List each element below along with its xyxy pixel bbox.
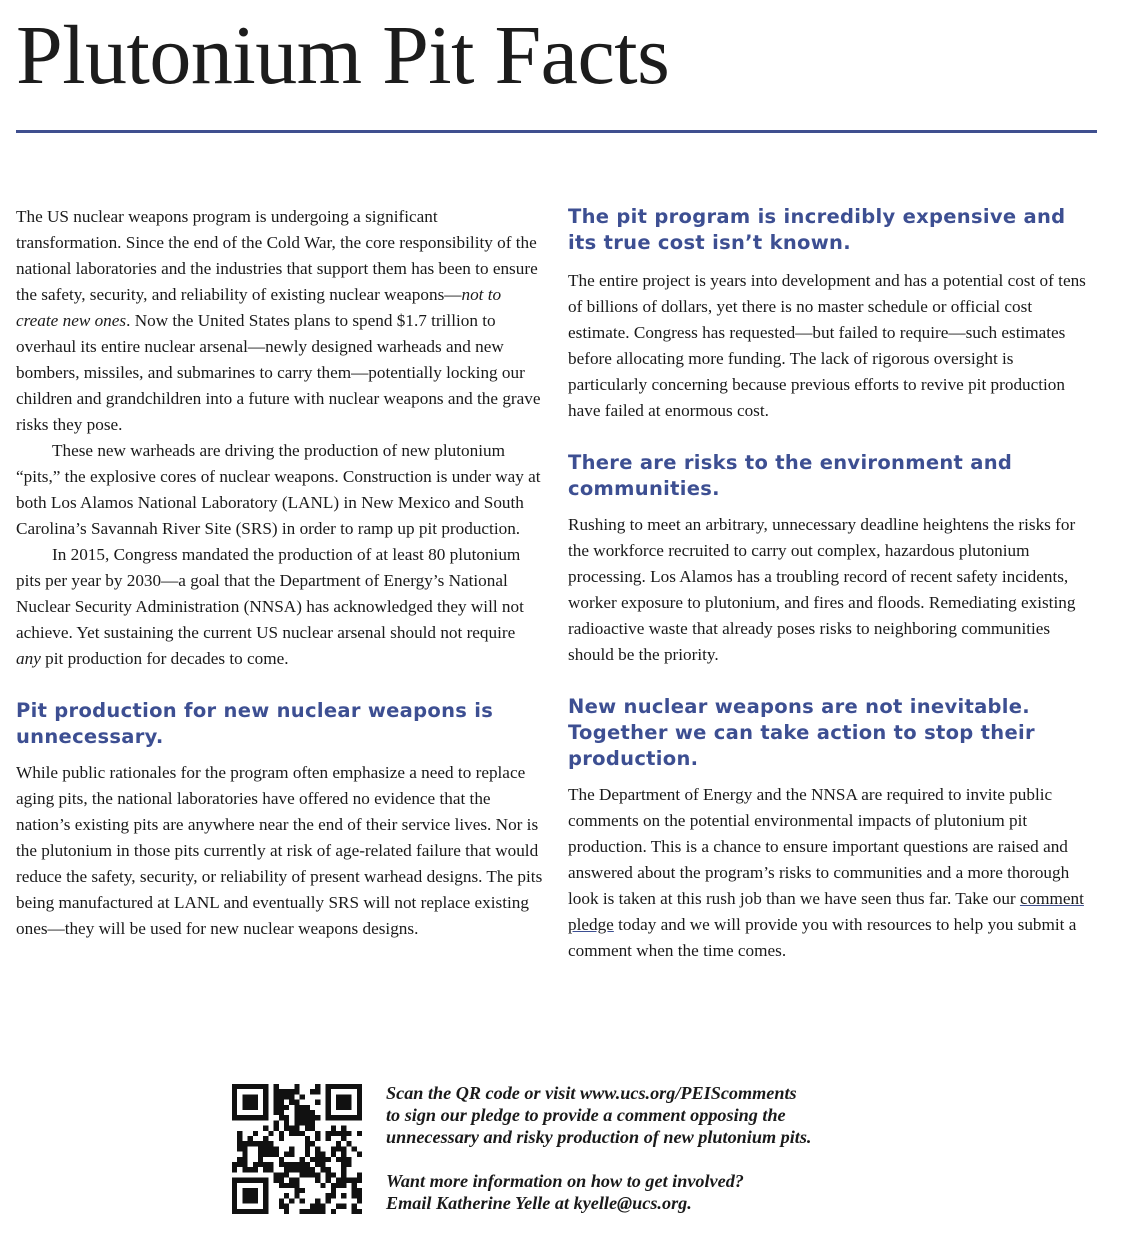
footer-line: unnecessary and risky production of new plutonium pits. xyxy=(386,1127,812,1147)
footer-line: Want more information on how to get involved? xyxy=(386,1171,744,1191)
body-action: The Department of Energy and the NNSA are required to invite public comments on the potential environmental impacts of plutonium pit production. This is a chance to ensure important questions are raised and answered about the program’s risks to communities and a more thorough look is taken at this rush job than we have seen thus far. Take our comment pledge today and we will provide you with resources to help you submit a comment when the time comes. xyxy=(568,785,1084,960)
title-rule xyxy=(16,130,1097,133)
qr-code-icon[interactable] xyxy=(232,1084,362,1214)
footer-line: Scan the QR code or visit www.ucs.org/PEIScomments xyxy=(386,1083,797,1103)
emphasis-text: not to create new ones xyxy=(16,285,502,330)
intro-paragraph-3: In 2015, Congress mandated the production of at least 80 plutonium pits per year by 2030—a goal that the Department of Energy’s National Nuclear Security Administration (NNSA) has acknowledged they will not achieve. Yet sustaining the current US nuclear arsenal should not require any pit production for decades to come. xyxy=(16,545,524,668)
body-unnecessary: While public rationales for the program often emphasize a need to replace aging pits, the national laboratories have offered no evidence that the nation’s existing pits are anywhere near the end of their service lives. Nor is the plutonium in those pits currently at risk of age-related failure that would reduce the safety, security, or reliability of present warhead designs. The pits being manufactured at LANL and eventually SRS will not replace existing ones—they will be used for new nuclear weapons designs. xyxy=(16,763,543,938)
heading-action: New nuclear weapons are not inevitable. Together we can take action to stop their production. xyxy=(568,695,1035,770)
body-risks: Rushing to meet an arbitrary, unnecessary deadline heightens the risks for the workforce recruited to carry out complex, hazardous plutonium processing. Los Alamos has a troubling record of recent safety incidents, worker exposure to plutonium, and fires and floods. Remediating existing radioactive waste that already poses risks to neighboring communities should be the priority. xyxy=(568,515,1076,664)
heading-risks: There are risks to the environment and communities. xyxy=(568,451,1013,500)
footer-call-to-action xyxy=(386,1082,1046,1214)
emphasis-text: any xyxy=(16,649,41,668)
left-column xyxy=(16,204,543,942)
body-expensive: The entire project is years into development and has a potential cost of tens of billions of dollars, yet there is no master schedule or official cost estimate. Congress has requested—but failed to require—such estimates before allocating more funding. The lack of rigorous oversight is particularly concerning because previous efforts to revive pit production have failed at enormous cost. xyxy=(568,271,1086,420)
intro-paragraph-1: The US nuclear weapons program is undergoing a significant transformation. Since the end of the Cold War, the core responsibility of the national laboratories and the industries that support them has been to ensure the safety, security, and reliability of existing nuclear weapons—not to create new ones. Now the United States plans to spend $1.7 trillion to overhaul its entire nuclear arsenal—newly designed warheads and new bombers, missiles, and submarines to carry them—potentially locking our children and grandchildren into a future with nuclear weapons and the grave risks they pose. xyxy=(16,207,541,434)
intro-paragraph-2: These new warheads are driving the production of new plutonium “pits,” the explosive cores of nuclear weapons. Construction is under way at both Los Alamos National Laboratory (LANL) in New Mexico and South Carolina’s Savannah River Site (SRS) in order to ramp up pit production. xyxy=(16,441,541,538)
right-column xyxy=(568,204,1096,964)
footer-line: to sign our pledge to provide a comment opposing the xyxy=(386,1105,786,1125)
footer-line: Email Katherine Yelle at kyelle@ucs.org. xyxy=(386,1193,692,1213)
comment-pledge-link[interactable]: comment pledge xyxy=(568,889,1084,934)
heading-expensive: The pit program is incredibly expensive and its true cost isn’t known. xyxy=(568,205,1066,254)
heading-unnecessary: Pit production for new nuclear weapons is unnecessary. xyxy=(16,699,494,748)
page-title: Plutonium Pit Facts xyxy=(16,9,670,102)
